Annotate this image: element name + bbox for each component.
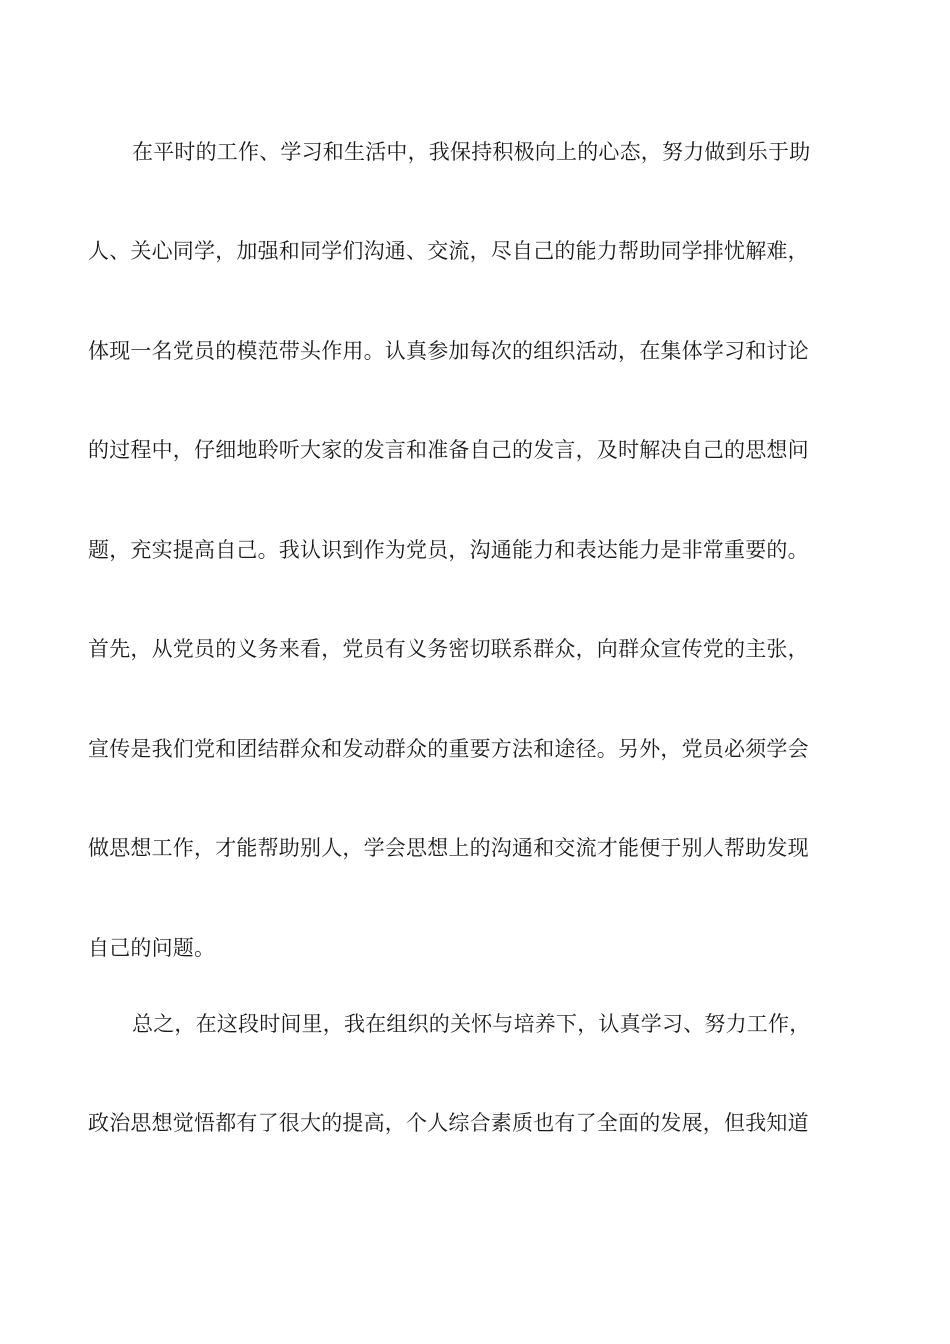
paragraph-1-line-9: 自己的问题。 bbox=[88, 936, 216, 960]
paragraph-1-line-1: 在平时的工作、学习和生活中，我保持积极向上的心态，努力做到乐于助 bbox=[132, 140, 811, 164]
paragraph-1-line-5: 题，充实提高自己。我认识到作为党员，沟通能力和表达能力是非常重要的。 bbox=[88, 538, 809, 562]
paragraph-1-line-8: 做思想工作，才能帮助别人，学会思想上的沟通和交流才能便于别人帮助发现 bbox=[88, 836, 809, 860]
paragraph-2-line-1: 总之，在这段时间里，我在组织的关怀与培养下，认真学习、努力工作， bbox=[132, 1012, 811, 1036]
paragraph-2-line-2: 政治思想觉悟都有了很大的提高，个人综合素质也有了全面的发展，但我知道 bbox=[88, 1111, 809, 1135]
paragraph-1-line-6: 首先，从党员的义务来看，党员有义务密切联系群众，向群众宣传党的主张， bbox=[88, 637, 809, 661]
paragraph-1-line-4: 的过程中，仔细地聆听大家的发言和准备自己的发言，及时解决自己的思想问 bbox=[88, 438, 809, 462]
paragraph-1-line-7: 宣传是我们党和团结群众和发动群众的重要方法和途径。另外，党员必须学会 bbox=[88, 737, 809, 761]
paragraph-1-line-2: 人、关心同学，加强和同学们沟通、交流，尽自己的能力帮助同学排忧解难， bbox=[88, 239, 809, 263]
paragraph-1-line-3: 体现一名党员的模范带头作用。认真参加每次的组织活动，在集体学习和讨论 bbox=[88, 339, 809, 363]
